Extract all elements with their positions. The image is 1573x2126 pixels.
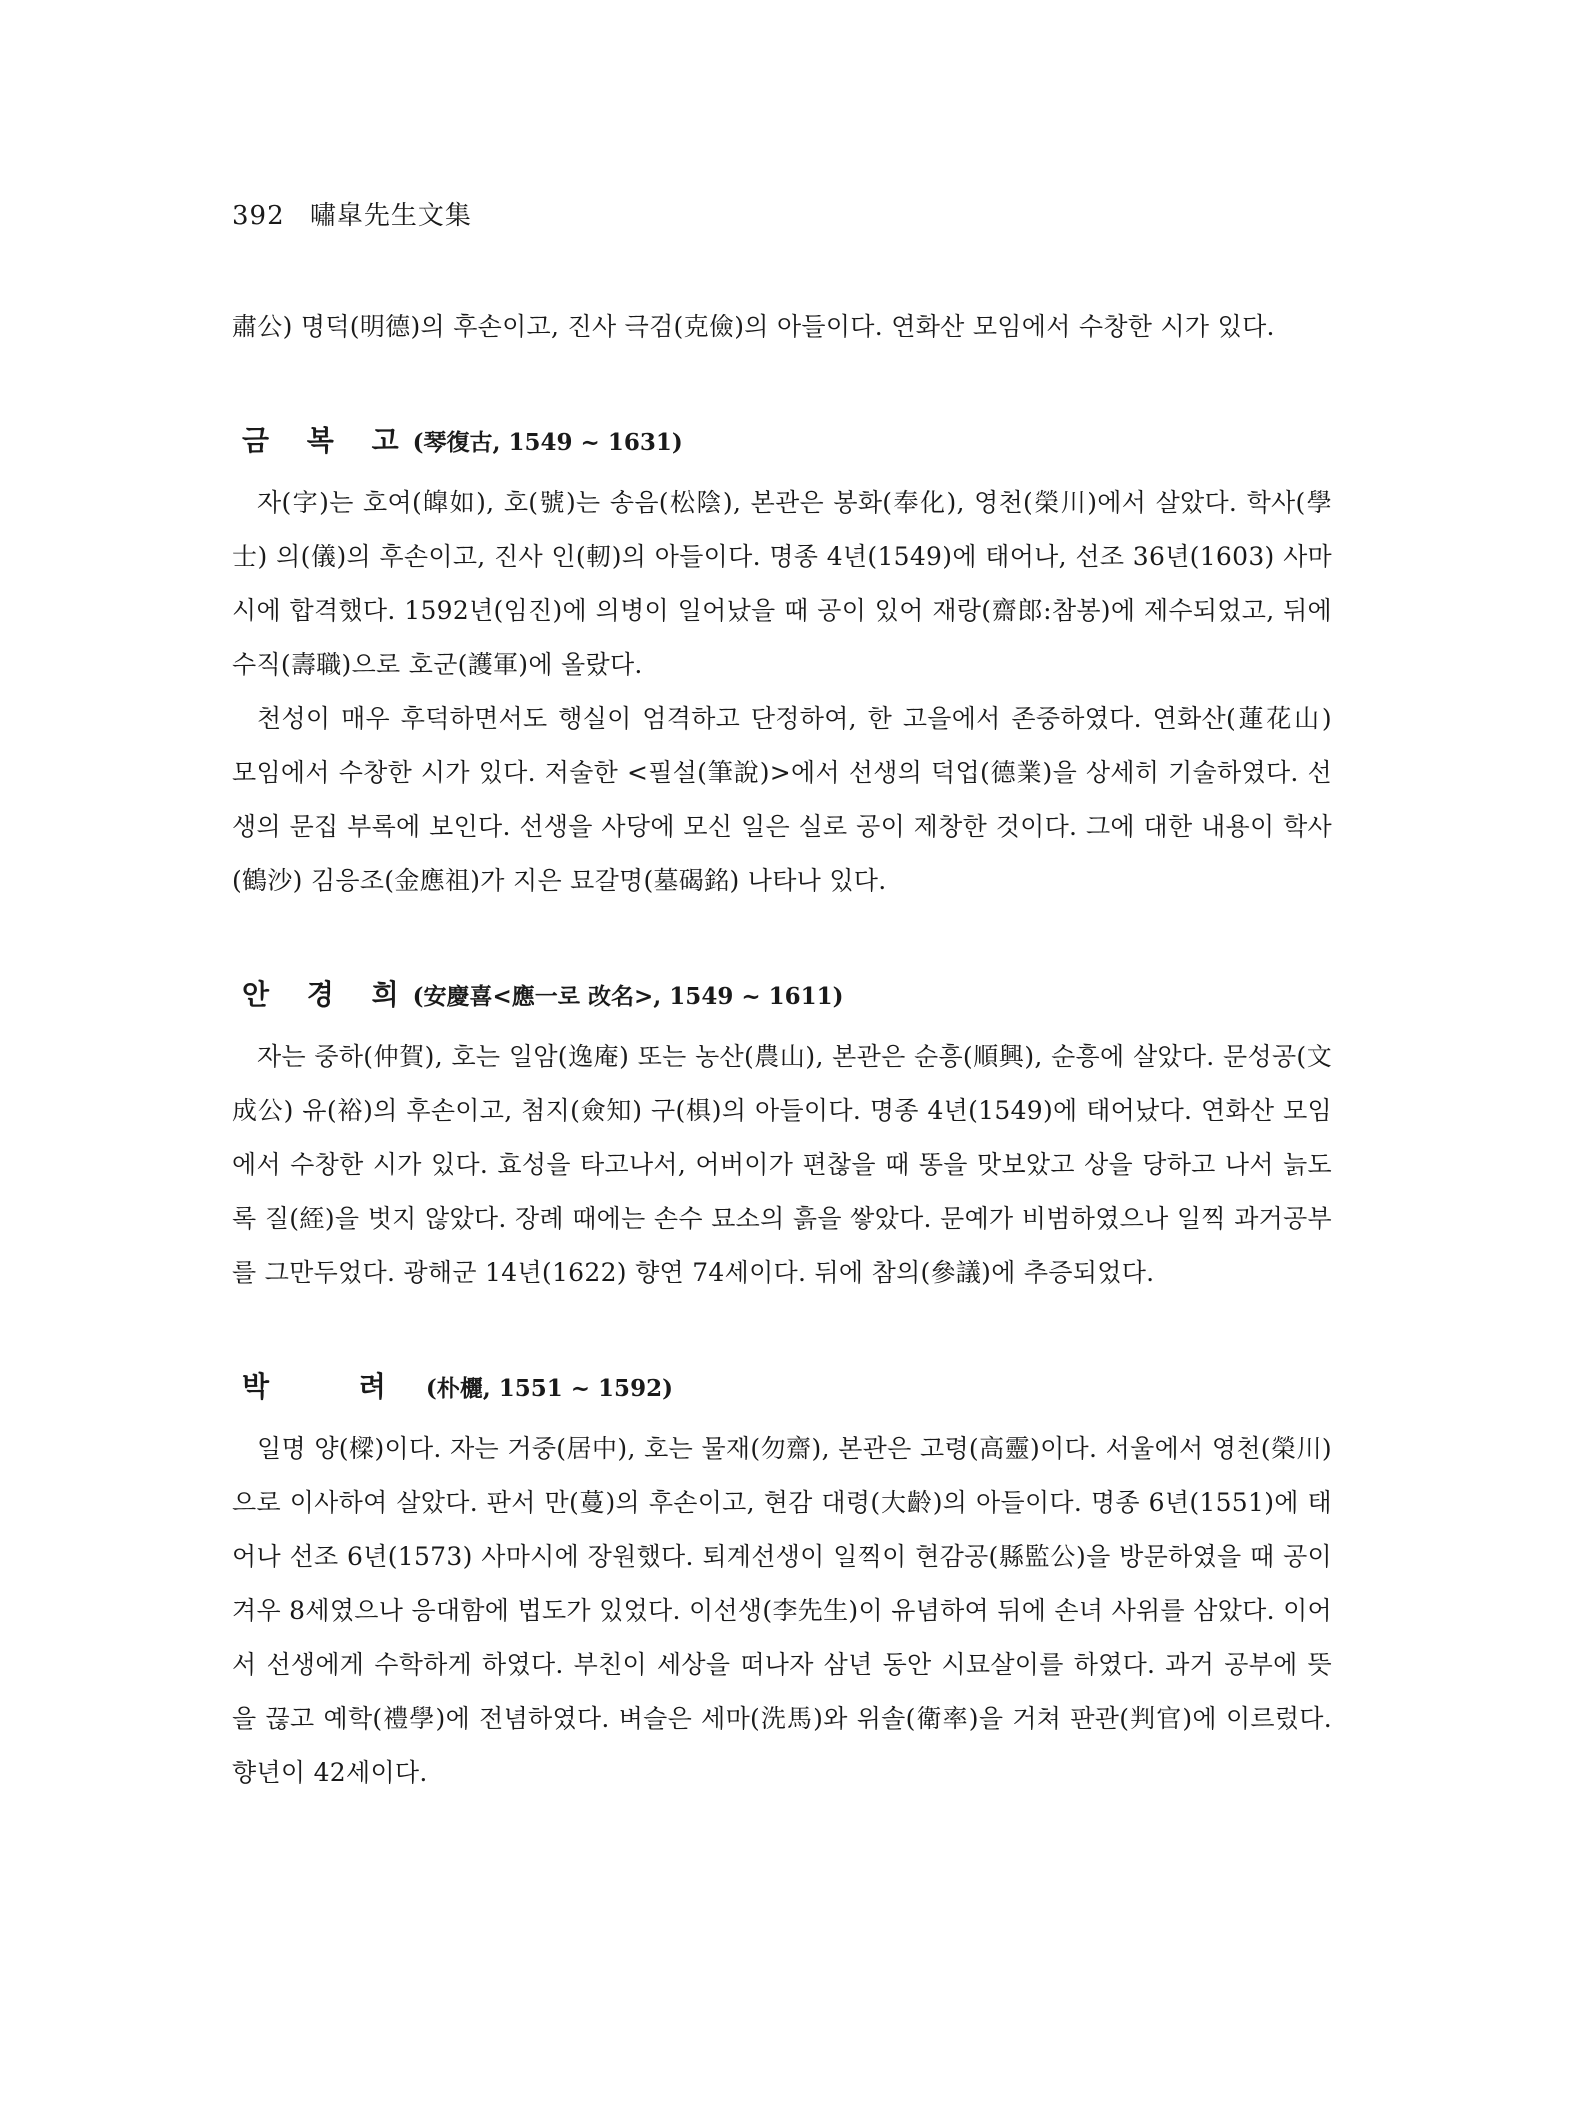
entry-geum-bok-go [232, 416, 1332, 908]
page-number: 392 [232, 201, 285, 231]
entry-paragraph: 천성이 매우 후덕하면서도 행실이 엄격하고 단정하여, 한 고을에서 존중하였다. 연화산(蓮花山) 모임에서 수창한 시가 있다. 저술한 <필설(筆說)>에서 선생의 덕업(德業)을 상세히 기술하였다. 선생의 문집 부록에 보인다. 선생을 사당에 모신 일은 실로 공이 제창한 것이다. 그에 대한 내용이 학사(鶴沙) 김응조(金應祖)가 지은 묘갈명(墓碣銘) 나타나 있다. [232, 704, 1332, 895]
entry-bak-ryeo [232, 1362, 1332, 1800]
entry-paragraph: 자는 중하(仲賀), 호는 일암(逸庵) 또는 농산(農山), 본관은 순흥(順興), 순흥에 살았다. 문성공(文成公) 유(裕)의 후손이고, 첨지(僉知) 구(椇)의 아들이다. 명종 4년(1549)에 태어났다. 연화산 모임에서 수창한 시가 있다. 효성을 타고나서, 어버이가 편찮을 때 똥을 맛보았고 상을 당하고 나서 늙도록 질(絰)을 벗지 않았다. 장례 때에는 손수 묘소의 흙을 쌓았다. 문예가 비범하였으나 일찍 과거공부를 그만두었다. 광해군 14년(1622) 향연 74세이다. 뒤에 참의(參議)에 추증되었다. [232, 1042, 1332, 1287]
entry-paragraph: 자(字)는 호여(皥如), 호(號)는 송음(松陰), 본관은 봉화(奉化), 영천(榮川)에서 살았다. 학사(學士) 의(儀)의 후손이고, 진사 인(軔)의 아들이다. 명종 4년(1549)에 태어나, 선조 36년(1603) 사마시에 합격했다. 1592년(임진)에 의병이 일어났을 때 공이 있어 재랑(齋郎:참봉)에 제수되었고, 뒤에 수직(壽職)으로 호군(護軍)에 올랐다. [232, 488, 1332, 679]
entry-meta: (安慶喜<應一로 改名>, 1549 ~ 1611) [412, 983, 844, 1010]
book-title: 嘯皐先生文集 [309, 201, 472, 231]
entry-heading [232, 1362, 1332, 1414]
entry-name: 안 경 희 [242, 978, 413, 1011]
entry-heading [232, 970, 1332, 1022]
page-body [232, 300, 1332, 1800]
entry-meta: (朴欐, 1551 ~ 1592) [425, 1375, 673, 1402]
entry-meta: (琴復古, 1549 ~ 1631) [412, 429, 683, 456]
intro-paragraph: 肅公) 명덕(明德)의 후손이고, 진사 극검(克儉)의 아들이다. 연화산 모임에서 수창한 시가 있다. [232, 312, 1275, 341]
entry-name: 금 복 고 [242, 424, 413, 457]
entry-an-gyeong-hui [232, 970, 1332, 1300]
entry-name: 박 려 [242, 1370, 426, 1403]
entry-paragraph: 일명 양(樑)이다. 자는 거중(居中), 호는 물재(勿齋), 본관은 고령(高靈)이다. 서울에서 영천(榮川)으로 이사하여 살았다. 판서 만(蔓)의 후손이고, 현감 대령(大齡)의 아들이다. 명종 6년(1551)에 태어나 선조 6년(1573) 사마시에 장원했다. 퇴계선생이 일찍이 현감공(縣監公)을 방문하였을 때 공이 겨우 8세였으나 응대함에 법도가 있었다. 이선생(李先生)이 유념하여 뒤에 손녀 사위를 삼았다. 이어서 선생에게 수학하게 하였다. 부친이 세상을 떠나자 삼년 동안 시묘살이를 하였다. 과거 공부에 뜻을 끊고 예학(禮學)에 전념하였다. 벼슬은 세마(洗馬)와 위솔(衛率)을 거쳐 판관(判官)에 이르렀다. 향년이 42세이다. [232, 1434, 1332, 1787]
entry-heading [232, 416, 1332, 468]
page-header [232, 195, 472, 232]
